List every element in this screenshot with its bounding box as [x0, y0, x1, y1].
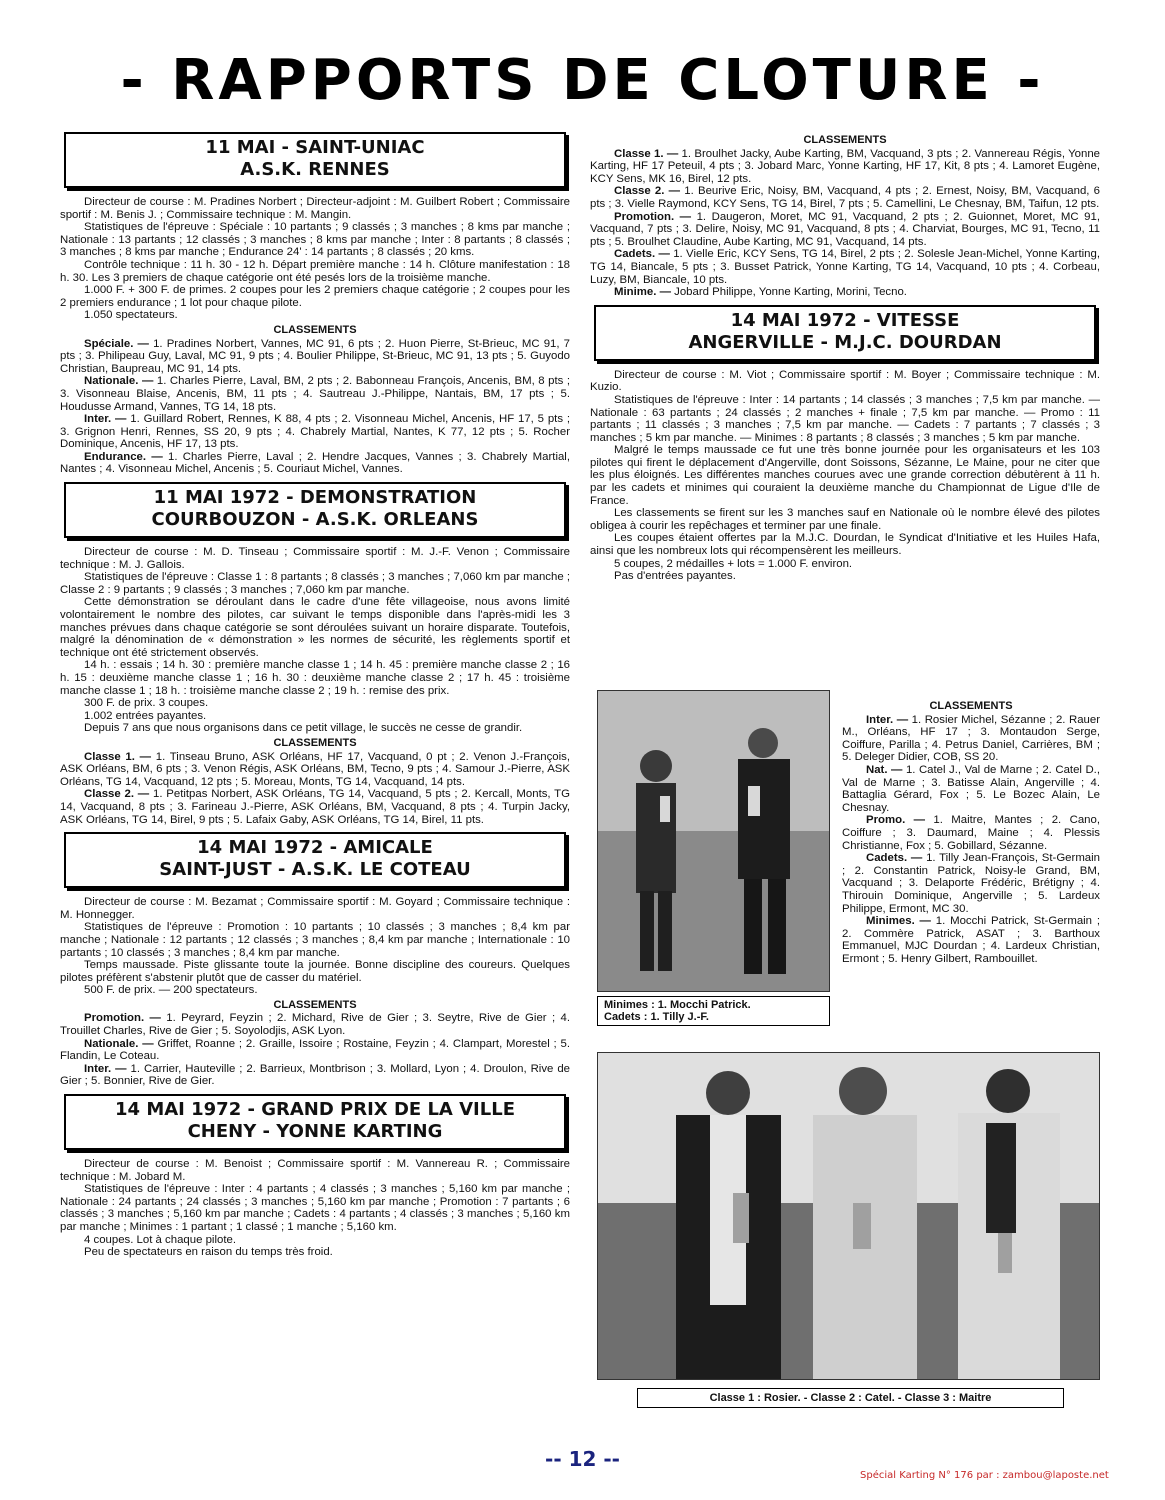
result-label: Inter. —: [866, 713, 909, 726]
footer-email[interactable]: zambou@laposte.net: [1002, 1470, 1109, 1481]
photo2-caption: Classe 1 : Rosier. - Classe 2 : Catel. - Classe 3 : Maitre: [637, 1388, 1064, 1408]
article2-paragraph: 1.002 entrées payantes.: [84, 709, 207, 722]
result-text: 1. Catel J., Val de Marne ; 2. Catel D., Val de Marne ; 3. Batisse Alain, Angerville ; 4. Battaglia Gérard, Fox ; 5. Le Bozec Alain, Le Chesnay.: [842, 763, 1101, 814]
article4-title-line1: 14 MAI 1972 - GRAND PRIX DE LA VILLE: [115, 1099, 515, 1121]
article1-paragraph: Directeur de course : M. Pradines Norbert ; Directeur-adjoint : M. Guilbert Robert ; Commissaire sportif : M. Benis J. ; Commissaire technique : M. Mangin.: [60, 196, 570, 221]
article4-classements-heading: CLASSEMENTS: [803, 134, 887, 146]
article2-paragraph: 300 F. de prix. 3 coupes.: [84, 697, 209, 710]
result-label: Classe 2. —: [84, 788, 150, 801]
photo2-illustration: [598, 1053, 1099, 1379]
article3-paragraph: Directeur de course : M. Bezamat ; Commissaire sportif : M. Goyard ; Commissaire technique : M. Honnegger.: [60, 896, 570, 921]
article4-body: [60, 1158, 570, 1259]
photo1-illustration: [598, 691, 829, 991]
result-label: Spéciale. —: [84, 337, 149, 350]
article5-title-line2: ANGERVILLE - M.J.C. DOURDAN: [688, 331, 1002, 353]
article5-result: [842, 915, 1100, 965]
article2-paragraph: Cette démonstration se déroulant dans le cadre d'une fête villageoise, nous avons limité volontairement le nombre des pilotes, car suivant le temps disponible dans l'après-midi les 3 manches prévues dans chaque catégorie se sont déroulées suivant un horaire disparate. Toutefois, malgré la dénomination de « démonstration » les normes de sécurité, les règlements sportif et technique ont été strictement observés.: [60, 596, 570, 659]
result-text: 1. Daugeron, Moret, MC 91, Vacquand, 2 pts ; 2. Guionnet, Moret, MC 91, Vacquand, 7 pts ; 3. Delire, Noisy, MC 91, Vacquand, 8 pts ; 4. Charviat, Bourges, MC 91, Tecno, 11 pts ; 5. Broulhet Claudine, Aube Karting, MC 91, Vacquand, 14 pts.: [590, 210, 1100, 248]
article1-result: [60, 375, 570, 413]
article2-paragraph: Statistiques de l'épreuve : Classe 1 : 8 partants ; 8 classés ; 3 manches ; 7,060 km par manche ; Classe 2 : 9 partants ; 9 classés ; 3 manches ; 7,060 km par manche.: [60, 571, 570, 596]
article5-title-box: [594, 305, 1096, 361]
article1-title-box: [64, 132, 566, 188]
article1-result: [60, 413, 570, 451]
article4-result: [590, 286, 1100, 299]
photo1-image: [597, 690, 830, 992]
article3-title-line2: SAINT-JUST - A.S.K. LE COTEAU: [159, 859, 471, 881]
article4-title-line2: CHENY - YONNE KARTING: [187, 1121, 443, 1143]
result-text: 1. Vielle Eric, KCY Sens, TG 14, Birel, 2 pts ; 2. Solesle Jean-Michel, Yonne Karting, TG 14, Biancale, 5 pts ; 3. Busset Patrick, Yonne Karting, TG 14, Vacquand, 10 pts ; 4. Corbeau, Luzy, BM, Biancale, 10 pts.: [590, 248, 1100, 286]
left-column: [60, 132, 570, 1265]
article5-classements-heading: CLASSEMENTS: [929, 700, 1013, 712]
page-title: - RAPPORTS DE CLOTURE -: [120, 48, 1045, 113]
article5-result: [842, 852, 1100, 915]
article2-title-box: [64, 482, 566, 538]
article2-paragraph: 14 h. : essais ; 14 h. 30 : première manche classe 1 ; 14 h. 45 : première manche classe 2 ; 16 h. 15 : deuxième manche classe 1 ; 16 h. 30 : deuxième manche classe 2 ; 17 h. 45 : troisième manche classe 1 ; 18 h. : troisième manche classe 2 ; 19 h. : remise des prix.: [60, 659, 570, 697]
result-label: Classe 1. —: [84, 750, 152, 763]
article3-paragraph: 500 F. de prix. — 200 spectateurs.: [84, 984, 258, 997]
article5-paragraph: Directeur de course : M. Viot ; Commissaire sportif : M. Boyer ; Commissaire technique : M. Kuzio.: [590, 368, 1100, 394]
result-text: 1. Broulhet Jacky, Aube Karting, BM, Vacquand, 3 pts ; 2. Vannereau Régis, Yonne Karting, HF 17 Peteuil, 4 pts ; 3. Jobard Marc, Yonne Karting, HF 17, Kit, 8 pts ; 4. Lamoret Eugène, KCY Sens, MK 16, Birel, 12 pts.: [590, 147, 1101, 185]
article2-paragraph: Directeur de course : M. D. Tinseau ; Commissaire sportif : M. J.-F. Venon ; Commissaire technique : M. J. Gallois.: [60, 546, 570, 571]
photo1-caption-line1: Minimes : 1. Mocchi Patrick.: [604, 999, 751, 1011]
article5-result: [842, 814, 1100, 852]
article5-result: [842, 714, 1100, 764]
photo2-image: [597, 1052, 1100, 1380]
result-label: Inter. —: [84, 413, 127, 426]
article1-paragraph: Statistiques de l'épreuve : Spéciale : 10 partants ; 9 classés ; 3 manches ; 8 kms par manche ; Nationale : 13 partants ; 12 classés ; 3 manches ; 8 kms par manche ; Inter : 8 partants ; 8 classés ; 3 manches ; 8 kms par manche ; Endurance 24' : 14 partants ; 8 classés ; 20 kms.: [60, 221, 570, 259]
right-column: [590, 132, 1100, 589]
article5-paragraph: 5 coupes, 2 médailles + lots = 1.000 F. environ.: [614, 557, 853, 570]
result-text: 1. Charles Pierre, Laval ; 2. Hendre Jacques, Vannes ; 3. Chabrely Martial, Nantes ; 4. Visonneau Michel, Ancenis ; 5. Couriaut Michel, Vannes.: [60, 450, 570, 476]
result-label: Cadets. —: [866, 852, 923, 865]
article1-result: [60, 451, 570, 476]
result-label: Endurance. —: [84, 450, 163, 463]
result-label: Promotion. —: [84, 1012, 161, 1025]
article5-result: [842, 764, 1100, 814]
result-label: Classe 2. —: [614, 185, 681, 198]
article4-results: [590, 134, 1100, 299]
result-text: 1. Mocchi Patrick, St-Germain ; 2. Commère Patrick, ASAT ; 3. Barthoux Emmanuel, MJC Dourdan ; 4. Lardeux Christian, Ermont ; 5. Henry Gilbert, Rambouillet.: [842, 915, 1100, 965]
result-text: 1. Pradines Norbert, Vannes, MC 91, 6 pts ; 2. Huon Pierre, St-Brieuc, MC 91, 7 pts ; 3. Philipeau Guy, Laval, MC 91, 9 pts ; 4. Boulier Philippe, St-Brieuc, MC 91, 13 pts ; 5. Guyodo Christian, Baupreau, MC 91, 14 pts.: [60, 337, 571, 375]
article2-title-line2: COURBOUZON - A.S.K. ORLEANS: [151, 509, 479, 531]
footer-prefix: Spécial Karting N° 176 par :: [860, 1470, 1000, 1481]
result-text: 1. Rosier Michel, Sézanne ; 2. Rauer M., Orléans, HF 17 ; 3. Montaudon Serge, Coiffure, Parilla ; 4. Petrus Daniel, Carrières, BM ; 5. Deleger Didier, COB, SS 20.: [842, 713, 1100, 764]
article4-result: [590, 248, 1100, 286]
photo1-caption-line2: Cadets : 1. Tilly J.-F.: [604, 1011, 709, 1023]
article4-paragraph: Peu de spectateurs en raison du temps très froid.: [84, 1246, 333, 1259]
article1-title-line1: 11 MAI - SAINT-UNIAC: [205, 137, 425, 158]
article1-paragraph: 1.000 F. + 300 F. de primes. 2 coupes pour les 2 premiers chaque catégorie ; 2 coupes pour les 2 premiers endurance ; 1 lot pour chaque pilote.: [60, 284, 570, 309]
article5-body: [590, 369, 1100, 583]
result-label: Nationale. —: [84, 375, 154, 388]
result-text: 1. Carrier, Hauteville ; 2. Barrieux, Montbrison ; 3. Mollard, Lyon ; 4. Droulon, Rive de Gier ; 5. Bonnier, Rive de Gier.: [60, 1062, 570, 1088]
article3-paragraph: Statistiques de l'épreuve : Promotion : 10 partants ; 10 classés ; 3 manches ; 8,4 km par manche ; Nationale : 12 partants ; 12 classés ; 3 manches ; 8,4 km par manche ; Internationale : 10 partants ; 10 classés ; 3 manches ; 8,4 km par manche.: [60, 921, 570, 959]
article5-paragraph: Malgré le temps maussade ce fut une très bonne journée pour les organisateurs et les 103 pilotes qui firent le déplacement d'Angerville, dont Soissons, Sézanne, Le Maine, pour ne citer que les plus éloignés. Les différentes manches courues avec une grande correction débutèrent à 11 h. par les cadets et minimes qui couraient la deuxième manche du Championnat de Ligue d'Ile de France.: [590, 444, 1100, 507]
result-text: 1. Guillard Robert, Rennes, K 88, 4 pts ; 2. Visonneau Michel, Ancenis, HF 17, 5 pts ; 3. Grignon Henri, Rennes, SS 20, 9 pts ; 4. Chabrely Martial, Nantes, K 77, 12 pts ; 5. Rocher Dominique, Ancenis, HF 17, 13 pts.: [60, 413, 571, 451]
article5-results: [842, 698, 1100, 965]
result-text: Griffet, Roanne ; 2. Graille, Issoire ; Rostaine, Feyzin ; 4. Clampart, Morestel ; 5. Flandin, Le Coteau.: [60, 1037, 570, 1063]
article5-paragraph: Statistiques de l'épreuve : Inter : 14 partants ; 14 classés ; 3 manches ; 7,5 km par manche. — Nationale : 63 partants ; 24 classés ; 2 manches + finale ; 7,5 km par manche. — Promo : 11 partants ; 11 classés ; 3 manches ; 7,5 km par manche. — Cadets : 7 partants ; 7 classés ; 3 manches ; 5 km par manche. — Minimes : 8 partants ; 8 classés ; 3 manches ; 5 km par manche.: [590, 393, 1100, 444]
article1-result: [60, 338, 570, 376]
article2-paragraph: Depuis 7 ans que nous organisons dans ce petit village, le succès ne cesse de grandir.: [84, 722, 523, 735]
result-text: 1. Beurive Eric, Noisy, BM, Vacquand, 4 pts ; 2. Ernest, Noisy, BM, Vacquand, 6 pts ; 3. Vielle Raymond, KCY Sens, TG 14, Birel, 7 pts ; 5. Camellini, Le Chesnay, BM, Taifun, 12 pts.: [590, 185, 1101, 210]
article3-result: [60, 1012, 570, 1037]
photo1-caption: [597, 996, 830, 1026]
result-text: 1. Tilly Jean-François, St-Germain ; 2. Constantin Patrick, Noisy-le Grand, BM, Vacquand ; 3. Delaporte Frédéric, Brétigny ; 4. Thirouin Dominique, Angerville ; 5. Lardeux Philippe, Ermont, MC 30.: [842, 852, 1101, 915]
result-label: Inter. —: [84, 1062, 127, 1075]
footer-credit: [860, 1470, 1109, 1481]
article4-result: [590, 148, 1100, 186]
article3-result: [60, 1063, 570, 1088]
article3-classements-heading: CLASSEMENTS: [273, 998, 357, 1011]
article2-classements-heading: CLASSEMENTS: [273, 736, 357, 749]
article2-result: [60, 788, 570, 826]
article4-paragraph: 4 coupes. Lot à chaque pilote.: [84, 1233, 236, 1246]
result-label: Promotion. —: [614, 210, 692, 223]
result-text: Jobard Philippe, Yonne Karting, Morini, Tecno.: [674, 286, 907, 299]
article5-title-line1: 14 MAI 1972 - VITESSE: [730, 309, 960, 331]
result-label: Classe 1. —: [614, 147, 679, 160]
photo1-figure: [597, 690, 830, 1030]
article4-title-box: [64, 1094, 566, 1150]
result-text: 1. Petitpas Norbert, ASK Orléans, TG 14, Vacquand, 5 pts ; 2. Kercall, Monts, TG 14, Vacquand, 8 pts ; 3. Farineau J.-Pierre, ASK Orléans, BM, Vacquand, 8 pts ; 4. Turpin Jacky, ASK Orléans, TG 14, Birel, 9 pts ; 5. Lafaix Gaby, ASK Orléans, TG 14, Birel, 11 pts.: [60, 788, 570, 826]
article3-title-line1: 14 MAI 1972 - AMICALE: [197, 837, 433, 859]
article1-body: [60, 196, 570, 476]
article5-paragraph: Pas d'entrées payantes.: [614, 570, 736, 583]
article2-title-line1: 11 MAI 1972 - DEMONSTRATION: [153, 487, 477, 509]
result-label: Cadets. —: [614, 248, 670, 261]
article3-result: [60, 1038, 570, 1063]
article1-paragraph: Contrôle technique : 11 h. 30 - 12 h. Départ première manche : 14 h. Clôture manifestation : 18 h. 30. Les 3 premiers de chaque catégorie ont été pesés lors de la troisième manche.: [60, 258, 570, 284]
article1-paragraph: 1.050 spectateurs.: [84, 309, 178, 322]
article1-title-line2: A.S.K. RENNES: [240, 159, 390, 180]
article4-result: [590, 211, 1100, 249]
result-label: Minime. —: [614, 286, 671, 299]
article4-paragraph: Directeur de course : M. Benoist ; Commissaire sportif : M. Vannereau R. ; Commissaire technique : M. Jobard M.: [60, 1158, 570, 1183]
result-text: 1. Charles Pierre, Laval, BM, 2 pts ; 2. Babonneau François, Ancenis, BM, 8 pts ; 3. Visonneau Blaise, Ancenis, BM, 11 pts ; 4. Sautreau J.-Philippe, Nantais, BM, 17 pts ; 5. Houdusse Armand, Vannes, TG 14, 18 pts.: [60, 375, 570, 413]
article3-body: [60, 896, 570, 1088]
article5-paragraph: Les classements se firent sur les 3 manches sauf en Nationale où le nombre élevé des pilotes obligea à courir les repêchages et terminer par une finale.: [590, 507, 1100, 532]
article4-result: [590, 185, 1100, 210]
result-label: Nat. —: [866, 763, 903, 776]
article1-classements-heading: CLASSEMENTS: [273, 323, 357, 336]
article3-title-box: [64, 832, 566, 888]
page-number: -- 12 --: [545, 1447, 620, 1471]
article2-result: [60, 751, 570, 789]
article5-paragraph: Les coupes étaient offertes par la M.J.C. Dourdan, le Syndicat d'Initiative et les Huiles Hafa, ainsi que les nombreux lots qui récompensèrent les meilleurs.: [590, 532, 1100, 558]
result-text: 1. Maitre, Mantes ; 2. Cano, Coiffure ; 3. Daumard, Maine ; 4. Plessis Christianne, Fox ; 5. Gobillard, Sézanne.: [842, 814, 1100, 852]
photo2-figure: [597, 1052, 1100, 1424]
result-text: 1. Peyrard, Feyzin ; 2. Michard, Rive de Gier ; 3. Seytre, Rive de Gier ; 4. Trouillet Charles, Rive de Gier ; 5. Soyolodjis, ASK Lyon.: [60, 1012, 570, 1038]
result-text: 1. Tinseau Bruno, ASK Orléans, HF 17, Vacquand, 0 pt ; 2. Venon J.-François, ASK Orléans, BM, 6 pts ; 3. Venon Régis, ASK Orléans, BM, Tecno, 9 pts ; 4. Samour J.-Pierre, ASK Orléans, TG 14, Vacquand, 12 pts ; 5. Moreau, Monts, TG 14, Vacquand, 14 pts.: [60, 750, 571, 788]
result-label: Nationale. —: [84, 1037, 154, 1050]
result-label: Promo. —: [866, 814, 926, 827]
article3-paragraph: Temps maussade. Piste glissante toute la journée. Bonne discipline des coureurs. Quelques pilotes préfèrent s'abstenir plutôt que de casser du matériel.: [60, 959, 570, 984]
result-label: Minimes. —: [866, 915, 931, 928]
article4-paragraph: Statistiques de l'épreuve : Inter : 4 partants ; 4 classés ; 3 manches ; 5,160 km par manche ; Nationale : 24 partants ; 24 classés ; 3 manches ; 5,160 km par manche ; Promotion : 7 partants ; 6 classés ; 3 manches ; 5,160 km par manche ; Cadets : 4 partants ; 4 classés ; 3 manches ; 5,160 km par manche ; Minimes : 1 partant ; 1 classé ; 1 manche ; 5,160 km.: [60, 1183, 570, 1233]
article2-body: [60, 546, 570, 826]
